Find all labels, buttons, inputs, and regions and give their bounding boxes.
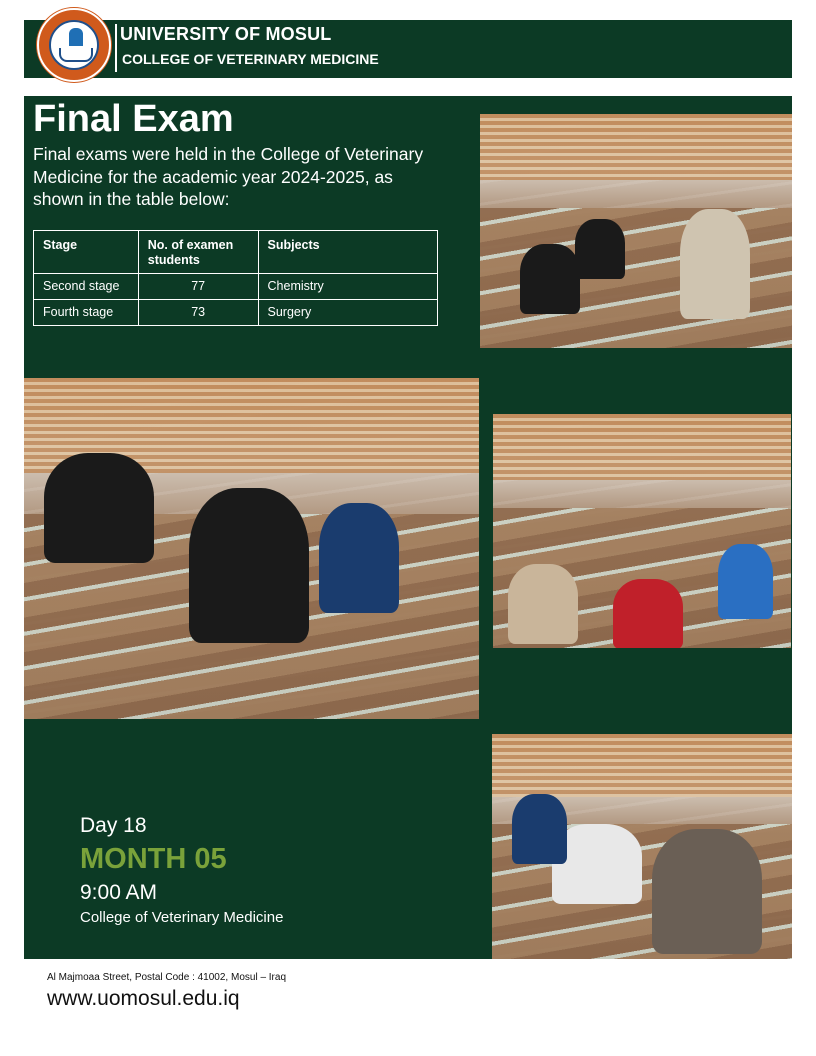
exam-hall-photo <box>493 414 791 648</box>
header-stage: Stage <box>34 231 139 274</box>
exam-hall-photo <box>24 378 479 719</box>
exam-day: Day 18 <box>80 814 147 837</box>
header-banner <box>24 20 792 78</box>
page-title: Final Exam <box>33 98 234 140</box>
cell-subject: Surgery <box>258 300 437 326</box>
cell-stage: Fourth stage <box>34 300 139 326</box>
website-link[interactable]: www.uomosul.edu.iq <box>47 987 240 1010</box>
cell-students: 77 <box>138 274 258 300</box>
exam-time: 9:00 AM <box>80 881 158 904</box>
exam-venue: College of Veterinary Medicine <box>80 909 284 926</box>
intro-text: Final exams were held in the College of Veterinary Medicine for the academic year 2024-2025, as shown in the table below: <box>33 144 424 209</box>
exam-table <box>33 230 438 326</box>
exam-hall-photo <box>480 114 792 348</box>
header-divider <box>115 24 117 72</box>
cell-subject: Chemistry <box>258 274 437 300</box>
university-name: UNIVERSITY OF MOSUL <box>120 24 332 44</box>
footer-address: Al Majmoaa Street, Postal Code : 41002, Mosul – Iraq <box>47 972 287 983</box>
header-students: No. of examen students <box>138 231 258 274</box>
exam-hall-photo <box>492 734 792 959</box>
header-subjects: Subjects <box>258 231 437 274</box>
exam-month: MONTH 05 <box>80 843 227 875</box>
table-row <box>34 274 438 300</box>
table-row <box>34 300 438 326</box>
table-header-row <box>34 231 438 274</box>
university-seal-icon <box>37 8 111 82</box>
cell-stage: Second stage <box>34 274 139 300</box>
college-name: COLLEGE OF VETERINARY MEDICINE <box>122 51 379 67</box>
cell-students: 73 <box>138 300 258 326</box>
